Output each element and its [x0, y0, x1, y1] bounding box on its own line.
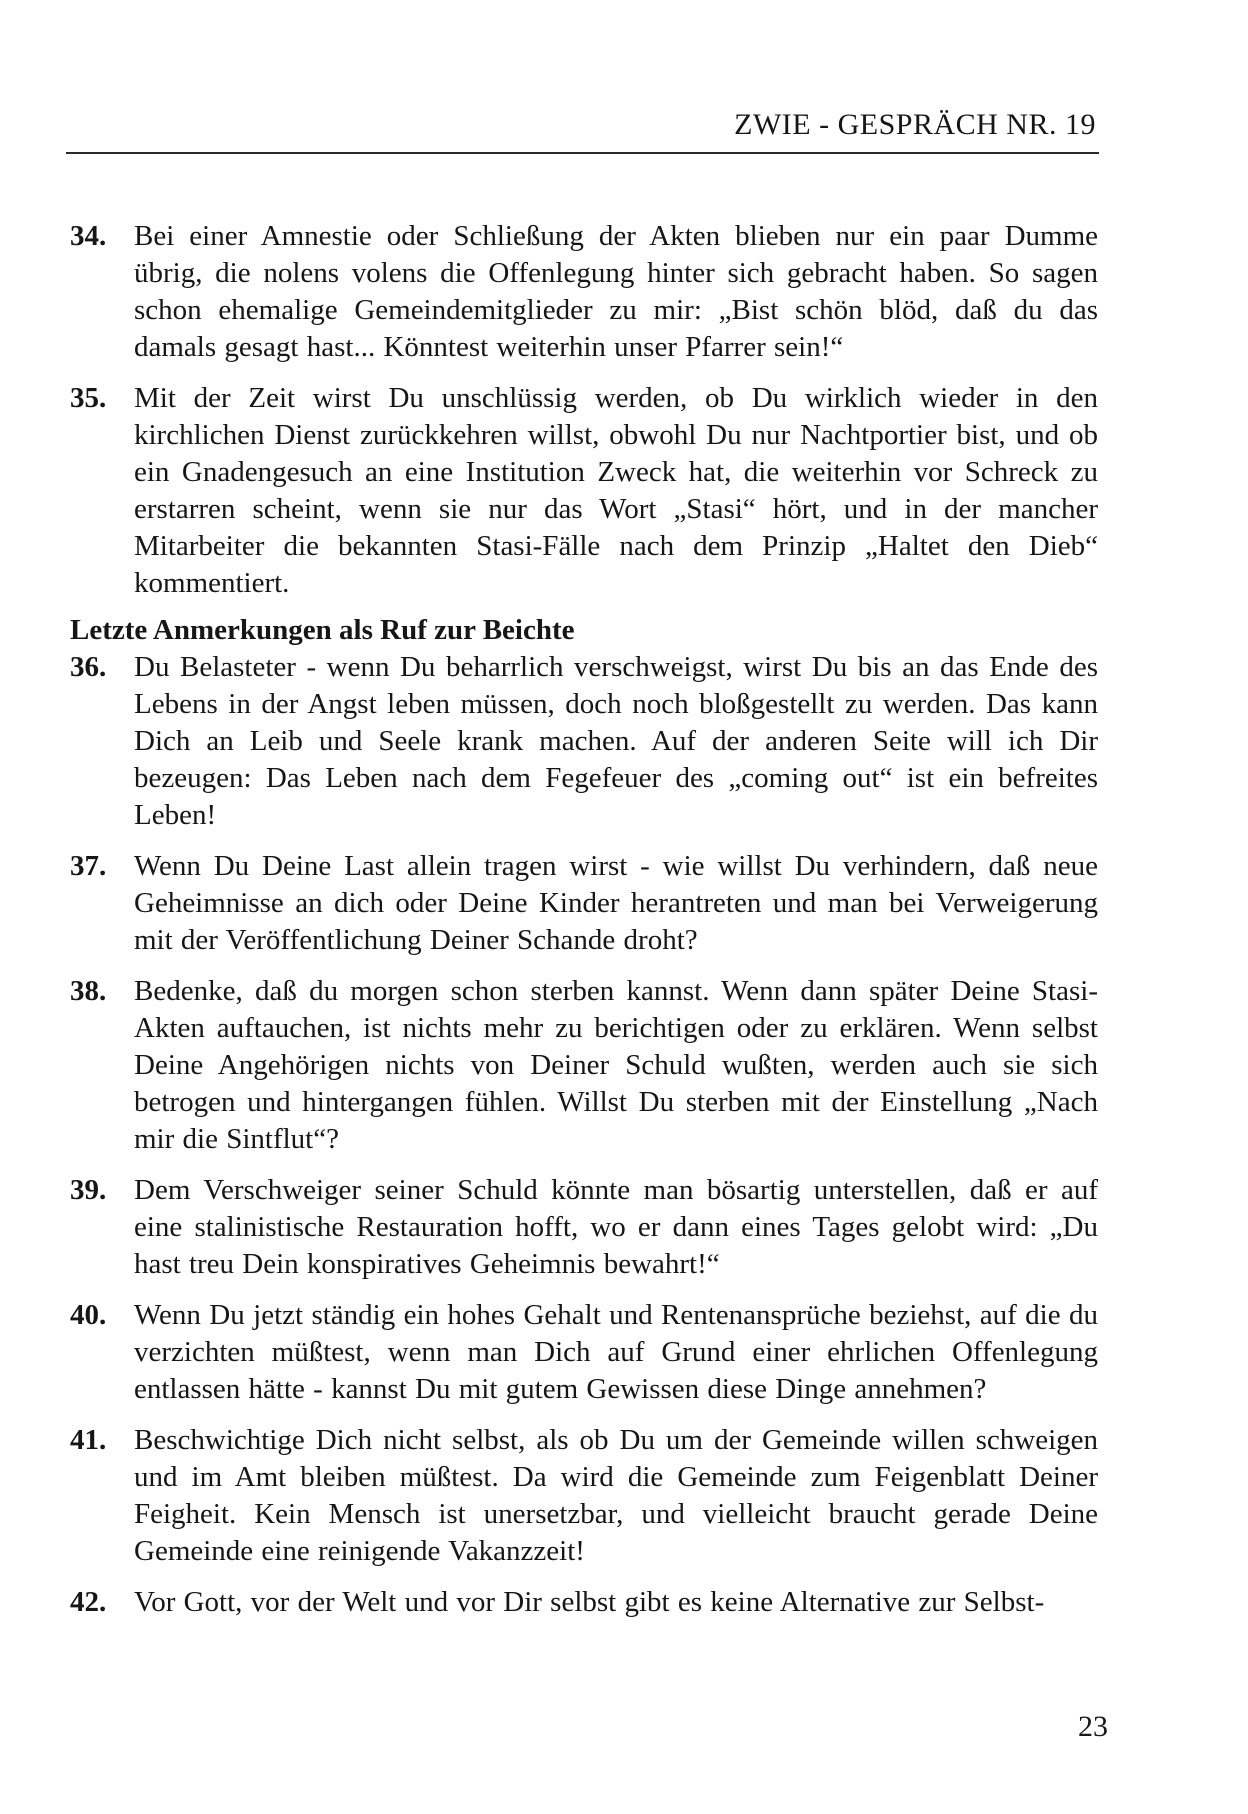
paragraph-35 [70, 380, 1098, 602]
running-header: ZWIE - GESPRÄCH NR. 19 [734, 108, 1096, 141]
paragraph-text: Vor Gott, vor der Welt und vor Dir selbst gibt es keine Alternative zur Selbst- [134, 1586, 1045, 1618]
paragraph-number: 38. [70, 975, 107, 1007]
paragraph-number: 36. [70, 651, 107, 683]
paragraph-39 [70, 1172, 1098, 1283]
paragraph-number: 37. [70, 850, 107, 882]
paragraph-37 [70, 848, 1098, 959]
paragraph-42 [70, 1584, 1098, 1621]
page-number: 23 [1078, 1710, 1108, 1743]
paragraph-40 [70, 1297, 1098, 1408]
paragraph-36 [70, 649, 1098, 834]
header-rule [66, 152, 1099, 154]
paragraph-number: 35. [70, 382, 107, 414]
paragraph-text: Dem Verschweiger seiner Schuld könnte man bösartig unterstellen, daß er auf eine stalinistische Restauration hofft, wo er dann eines Tages gelobt wird: „Du hast treu Dein konspiratives Geheimnis bewahrt!“ [134, 1174, 1098, 1280]
paragraph-number: 41. [70, 1424, 107, 1456]
section-heading: Letzte Anmerkungen als Ruf zur Beichte [70, 614, 575, 646]
paragraph-text: Beschwichtige Dich nicht selbst, als ob Du um der Gemeinde willen schweigen und im Amt bleiben müßtest. Da wird die Gemeinde zum Feigenblatt Deiner Feigheit. Kein Mensch ist unersetzbar, und vielleicht braucht gerade Deine Gemeinde eine reinigende Vakanzzeit! [134, 1424, 1098, 1567]
paragraph-text: Du Belasteter - wenn Du beharrlich verschweigst, wirst Du bis an das Ende des Lebens in der Angst leben müssen, doch noch bloßgestellt zu werden. Das kann Dich an Leib und Seele krank machen. Auf der anderen Seite will ich Dir bezeugen: Das Leben nach dem Fegefeuer des „coming out“ ist ein befreites Leben! [134, 651, 1098, 831]
paragraph-text: Bei einer Amnestie oder Schließung der Akten blieben nur ein paar Dumme übrig, die nolens volens die Offenlegung hinter sich gebracht haben. So sagen schon ehemalige Gemeindemitglieder zu mir: „Bist schön blöd, daß du das damals gesagt hast... Könntest weiterhin unser Pfarrer sein!“ [134, 220, 1098, 363]
paragraph-41 [70, 1422, 1098, 1570]
paragraph-text: Wenn Du Deine Last allein tragen wirst - wie willst Du verhindern, daß neue Geheimnisse an dich oder Deine Kinder herantreten und man bei Verweigerung mit der Veröffentlichung Deiner Schande droht? [134, 850, 1098, 956]
paragraph-number: 42. [70, 1586, 107, 1618]
paragraph-number: 39. [70, 1174, 107, 1206]
paragraph-text: Bedenke, daß du morgen schon sterben kannst. Wenn dann später Deine Stasi-Akten auftauchen, ist nichts mehr zu berichtigen oder zu erklären. Wenn selbst Deine Angehörigen nichts von Deiner Schuld wußten, werden auch sie sich betrogen und hintergangen fühlen. Willst Du sterben mit der Einstellung „Nach mir die Sintflut“? [134, 975, 1098, 1155]
paragraph-38 [70, 973, 1098, 1158]
paragraph-number: 34. [70, 220, 107, 252]
paragraph-34 [70, 218, 1098, 366]
page-body [70, 218, 1098, 1635]
paragraph-text: Wenn Du jetzt ständig ein hohes Gehalt und Rentenansprüche beziehst, auf die du verzichten müßtest, wenn man Dich auf Grund einer ehrlichen Offenlegung entlassen hätte - kannst Du mit gutem Gewissen diese Dinge annehmen? [134, 1299, 1098, 1405]
paragraph-text: Mit der Zeit wirst Du unschlüssig werden, ob Du wirklich wieder in den kirchlichen Dienst zurückkehren willst, obwohl Du nur Nachtportier bist, und ob ein Gnadengesuch an eine Institution Zweck hat, die weiterhin vor Schreck zu erstarren scheint, wenn sie nur das Wort „Stasi“ hört, und in der mancher Mitarbeiter die bekannten Stasi-Fälle nach dem Prinzip „Haltet den Dieb“ kommentiert. [134, 382, 1098, 599]
paragraph-number: 40. [70, 1299, 107, 1331]
